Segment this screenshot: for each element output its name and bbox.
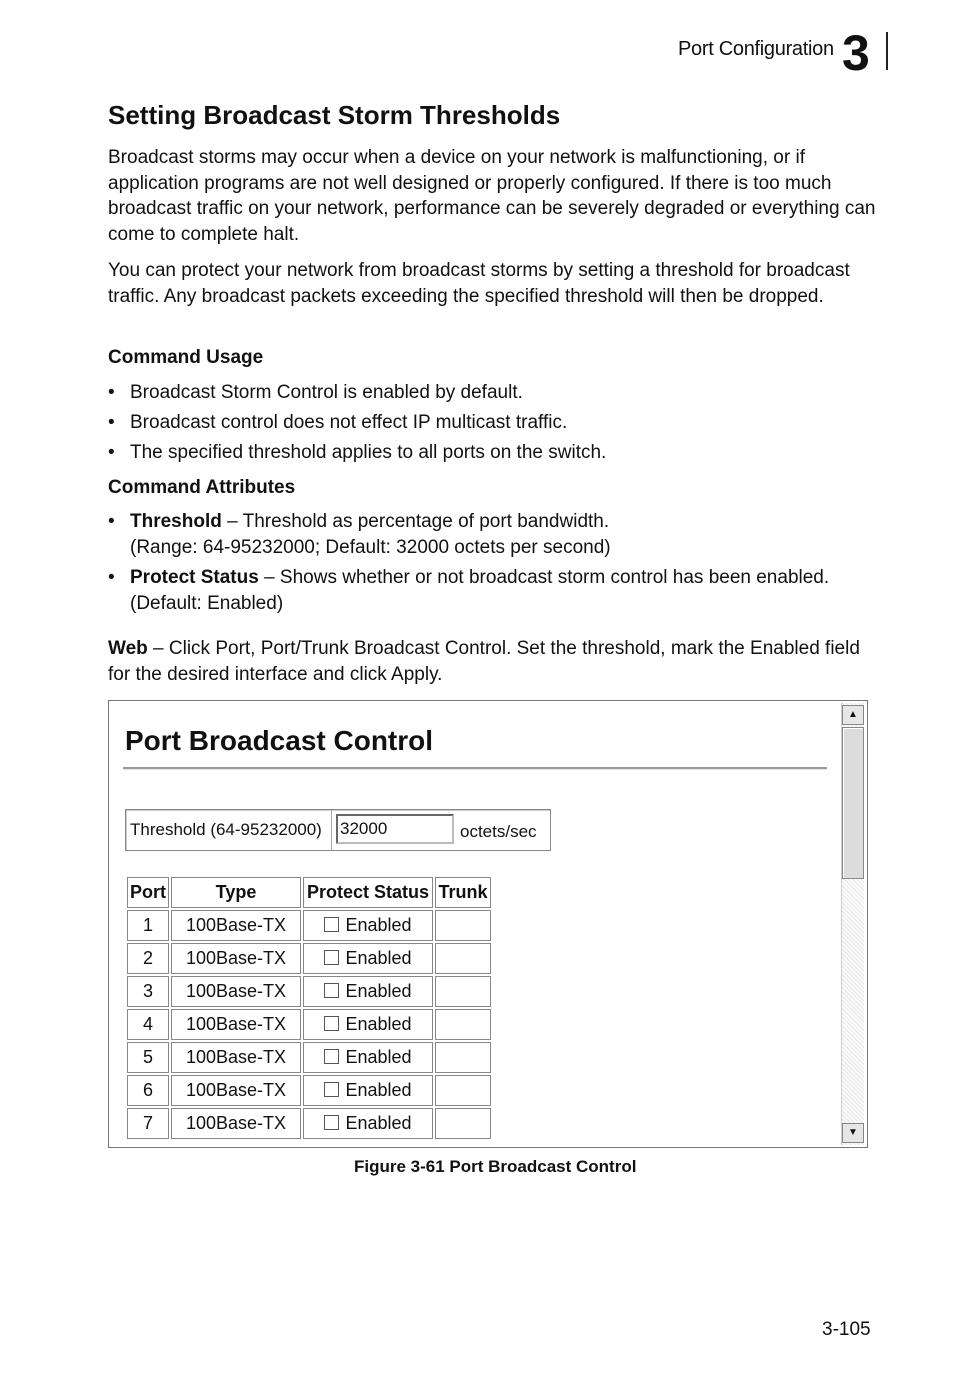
enabled-checkbox[interactable] xyxy=(324,1082,339,1097)
protect-status-cell xyxy=(303,1042,433,1073)
protect-status-cell xyxy=(303,976,433,1007)
port-cell: 7 xyxy=(127,1108,169,1139)
paragraph-1: Broadcast storms may occur when a device on your network is malfunctioning, or if application programs are not well designed or properly configured. If there is too much broadcast traffic on your network, performance can be severely degraded or everything can come to complete halt. xyxy=(108,147,876,245)
table-row xyxy=(127,1042,491,1073)
running-header-title: Port Configuration xyxy=(678,38,834,60)
enabled-checkbox[interactable] xyxy=(324,983,339,998)
list-item: • The specified threshold applies to all ports on the switch. xyxy=(108,442,607,463)
col-header-type: Type xyxy=(171,877,301,908)
command-attributes-list xyxy=(108,509,888,621)
chapter-number: 3 xyxy=(842,25,870,81)
paragraph-2: You can protect your network from broadcast storms by setting a threshold for broadcast traffic. Any broadcast packets exceeding the specified threshold will then be dropped. xyxy=(108,260,850,307)
enabled-checkbox[interactable] xyxy=(324,1049,339,1064)
type-cell: 100Base-TX xyxy=(171,1108,301,1139)
trunk-cell xyxy=(435,1009,491,1040)
list-item: • Broadcast Storm Control is enabled by default. xyxy=(108,382,523,403)
table-header-row xyxy=(127,877,491,908)
enabled-checkbox[interactable] xyxy=(324,1016,339,1031)
enabled-checkbox[interactable] xyxy=(324,917,339,932)
trunk-cell xyxy=(435,976,491,1007)
port-cell: 6 xyxy=(127,1075,169,1106)
threshold-unit: octets/sec xyxy=(460,822,537,841)
figure-caption: Figure 3-61 Port Broadcast Control xyxy=(354,1157,637,1176)
col-header-port: Port xyxy=(127,877,169,908)
enabled-checkbox[interactable] xyxy=(324,950,339,965)
port-cell: 4 xyxy=(127,1009,169,1040)
port-cell: 3 xyxy=(127,976,169,1007)
scrollbar-thumb[interactable] xyxy=(842,727,864,879)
web-instructions: Web – Click Port, Port/Trunk Broadcast Control. Set the threshold, mark the Enabled field for the desired interface and click Apply. xyxy=(108,638,860,685)
enabled-label: Enabled xyxy=(345,1113,412,1133)
type-cell: 100Base-TX xyxy=(171,976,301,1007)
type-cell: 100Base-TX xyxy=(171,910,301,941)
port-cell: 1 xyxy=(127,910,169,941)
threshold-input[interactable]: 32000 xyxy=(336,814,454,844)
list-item: • Broadcast control does not effect IP multicast traffic. xyxy=(108,412,568,433)
vertical-scrollbar[interactable] xyxy=(841,703,864,1145)
chapter-bar xyxy=(886,32,888,70)
port-cell: 2 xyxy=(127,943,169,974)
type-cell: 100Base-TX xyxy=(171,1075,301,1106)
command-usage-heading: Command Usage xyxy=(108,347,264,368)
list-item: • Threshold – Threshold as percentage of port bandwidth. (Range: 64-95232000; Default: 32000 octets per second) xyxy=(108,511,611,558)
port-cell: 5 xyxy=(127,1042,169,1073)
threshold-row xyxy=(125,809,551,851)
type-cell: 100Base-TX xyxy=(171,943,301,974)
enabled-label: Enabled xyxy=(345,948,412,968)
scroll-up-arrow-icon[interactable]: ▲ xyxy=(842,705,864,725)
table-row xyxy=(127,1009,491,1040)
scroll-down-arrow-icon[interactable]: ▼ xyxy=(842,1123,864,1143)
threshold-separator xyxy=(331,810,332,850)
protect-status-cell xyxy=(303,1009,433,1040)
enabled-label: Enabled xyxy=(345,1014,412,1034)
command-usage-list xyxy=(108,380,888,470)
section-heading: Setting Broadcast Storm Thresholds xyxy=(108,100,561,130)
enabled-label: Enabled xyxy=(345,1047,412,1067)
table-row xyxy=(127,1108,491,1139)
enabled-label: Enabled xyxy=(345,915,412,935)
trunk-cell xyxy=(435,1042,491,1073)
trunk-cell xyxy=(435,1075,491,1106)
threshold-label: Threshold (64-95232000) xyxy=(130,820,322,839)
enabled-label: Enabled xyxy=(345,981,412,1001)
trunk-cell xyxy=(435,943,491,974)
type-cell: 100Base-TX xyxy=(171,1042,301,1073)
col-header-trunk: Trunk xyxy=(435,877,491,908)
enabled-checkbox[interactable] xyxy=(324,1115,339,1130)
table-row xyxy=(127,943,491,974)
table-row xyxy=(127,1075,491,1106)
command-attributes-heading: Command Attributes xyxy=(108,477,296,498)
port-broadcast-control-screenshot xyxy=(108,700,868,1148)
title-divider xyxy=(123,767,827,770)
table-row xyxy=(127,910,491,941)
protect-status-cell xyxy=(303,1108,433,1139)
list-item: • Protect Status – Shows whether or not broadcast storm control has been enabled. (Default: Enabled) xyxy=(108,567,830,614)
protect-status-cell xyxy=(303,943,433,974)
page-number: 3-105 xyxy=(822,1319,871,1340)
table-row xyxy=(127,976,491,1007)
col-header-protect-status: Protect Status xyxy=(303,877,433,908)
protect-status-cell xyxy=(303,910,433,941)
trunk-cell xyxy=(435,910,491,941)
trunk-cell xyxy=(435,1108,491,1139)
ports-table xyxy=(125,875,493,1141)
protect-status-cell xyxy=(303,1075,433,1106)
screenshot-title: Port Broadcast Control xyxy=(125,725,434,756)
type-cell: 100Base-TX xyxy=(171,1009,301,1040)
enabled-label: Enabled xyxy=(345,1080,412,1100)
